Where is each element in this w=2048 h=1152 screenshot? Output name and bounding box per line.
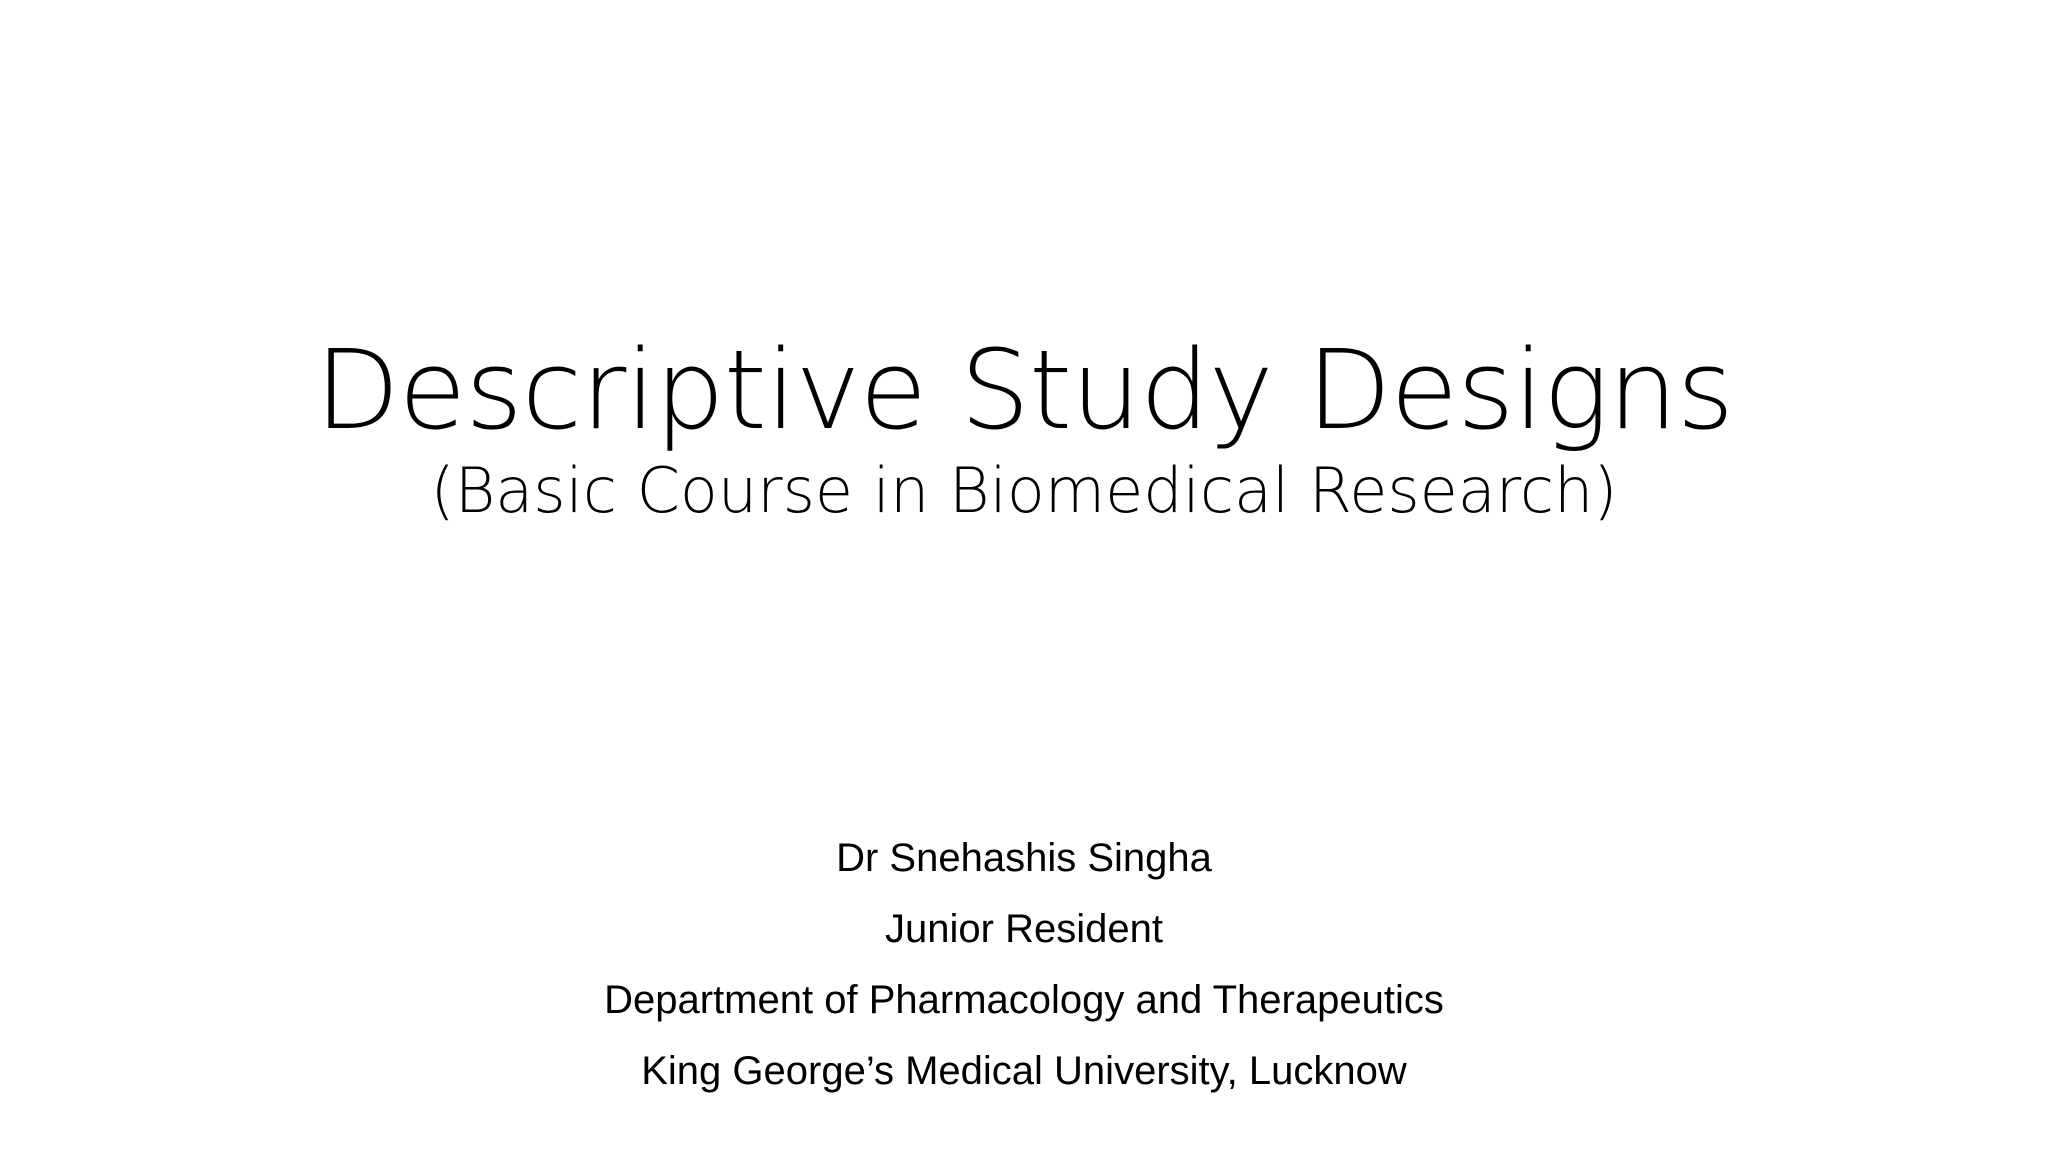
author-institution: King George’s Medical University, Lucknow	[641, 1049, 1407, 1093]
slide-subtitle: (Basic Course in Biomedical Research)	[430, 454, 1618, 527]
author-department: Department of Pharmacology and Therapeutics	[604, 978, 1444, 1022]
author-block	[0, 823, 2048, 1107]
author-name: Dr Snehashis Singha	[836, 836, 1212, 880]
author-position: Junior Resident	[885, 907, 1163, 951]
slide-title: Descriptive Study Designs	[314, 326, 1734, 454]
title-block	[0, 325, 2048, 529]
